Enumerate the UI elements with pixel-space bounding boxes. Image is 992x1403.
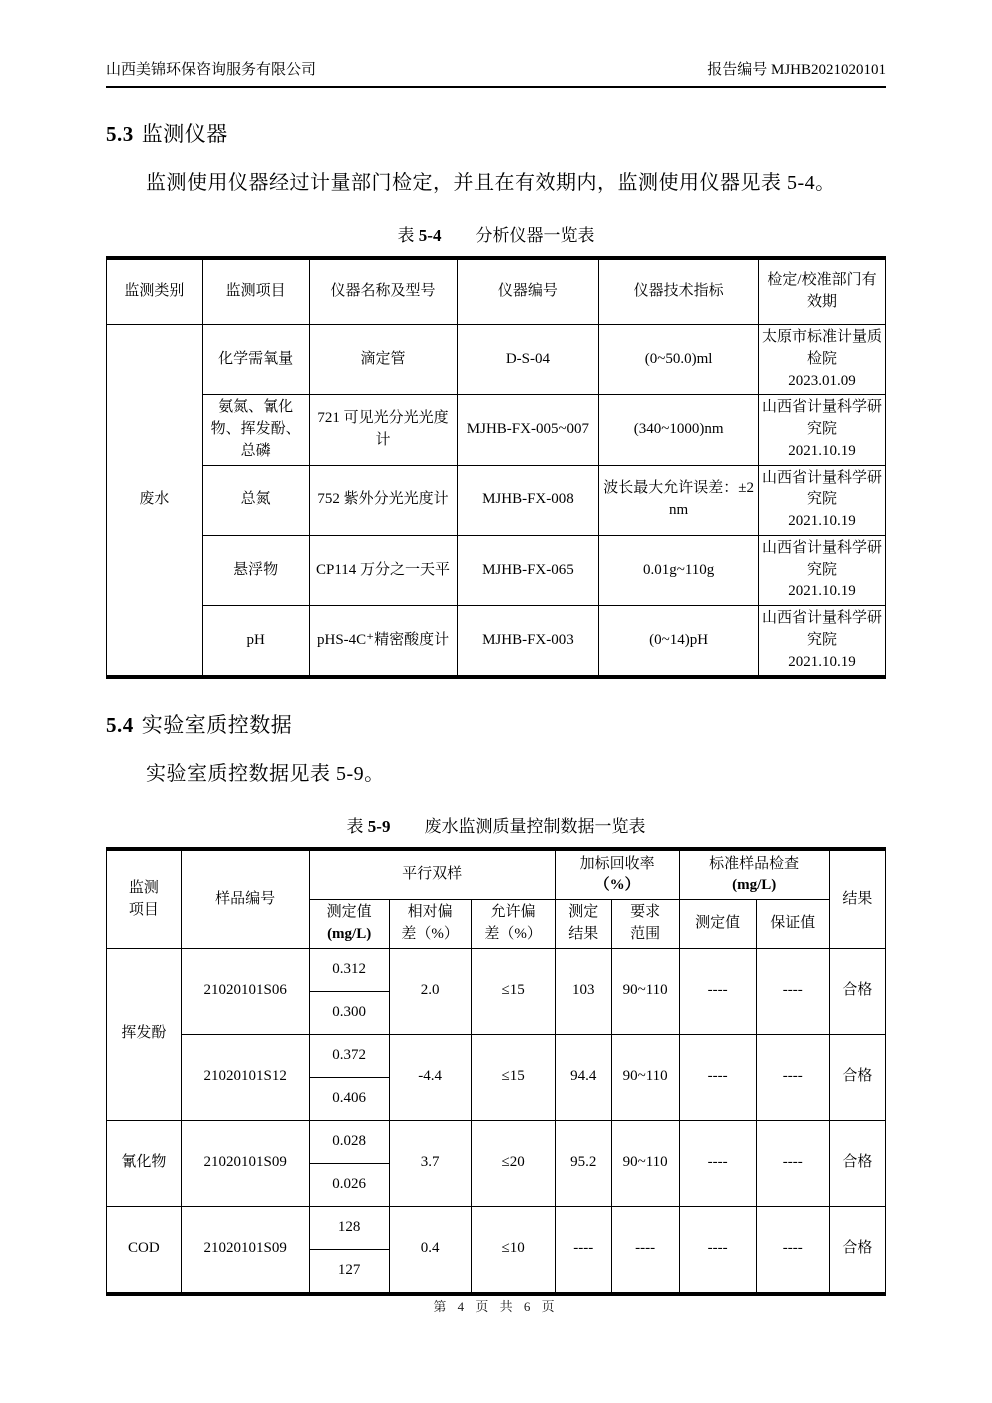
cell-item: COD (107, 1206, 182, 1294)
col-group-parallel: 平行双样 (309, 849, 555, 900)
cell-measured-value-2: 0.026 (309, 1163, 389, 1206)
cell-allowed-deviation: ≤15 (471, 948, 555, 1034)
col-header-sample-id: 样品编号 (181, 849, 309, 948)
cell-result: 合格 (829, 948, 885, 1034)
cell-instrument: 滴定管 (309, 325, 457, 395)
cell-serial: MJHB-FX-005~007 (457, 395, 599, 465)
cell-std-measured: ---- (679, 1034, 756, 1120)
table-header-row-1 (107, 849, 886, 900)
caption-prefix: 表 (346, 817, 364, 837)
valid-date: 2021.10.19 (788, 583, 856, 600)
cell-std-guarantee: ---- (756, 1034, 829, 1120)
cell-spec: 0.01g~110g (599, 535, 759, 605)
analysis-instruments-table (106, 256, 886, 679)
col-header-category: 监测类别 (107, 258, 203, 325)
cell-std-guarantee: ---- (756, 948, 829, 1034)
valid-date: 2023.01.09 (788, 372, 856, 389)
cell-serial: MJHB-FX-065 (457, 535, 599, 605)
cell-item: 总氮 (202, 465, 309, 535)
cell-item: 挥发酚 (107, 948, 182, 1120)
cell-sample-id: 21020101S12 (181, 1034, 309, 1120)
cell-spike-range: 90~110 (611, 1034, 679, 1120)
section-5-4-paragraph: 实验室质控数据见表 5-9。 (146, 763, 385, 786)
col-header-std-guarantee: 保证值 (756, 900, 829, 949)
section-title: 监测仪器 (141, 122, 228, 146)
cell-std-measured: ---- (679, 1120, 756, 1206)
section-5-3-heading (106, 118, 886, 148)
cell-spike-result: 103 (555, 948, 611, 1034)
cell-spec: (0~14)pH (599, 606, 759, 678)
cell-serial: D-S-04 (457, 325, 599, 395)
table-row (107, 465, 886, 535)
section-number: 5.3 (106, 122, 134, 146)
table-row (107, 535, 886, 605)
agency: 山西省计量科学研究院 (761, 610, 882, 648)
col-header-spike-range: 要求 范围 (611, 900, 679, 949)
col-group-standard-sample: 标准样品检查 (mg/L) (679, 849, 829, 900)
qc-data-table (106, 847, 886, 1296)
cell-measured-value-2: 127 (309, 1249, 389, 1294)
cell-item: 氨氮、氰化物、挥发酚、总磷 (202, 395, 309, 465)
col-header-calibration: 检定/校准部门有效期 (758, 258, 885, 325)
cell-item: pH (202, 606, 309, 678)
col-header-std-measured: 测定值 (679, 900, 756, 949)
valid-date: 2021.10.19 (788, 653, 856, 670)
table-row (107, 395, 886, 465)
cell-allowed-deviation: ≤15 (471, 1034, 555, 1120)
table-row (107, 1034, 886, 1077)
col-header-allowed-deviation: 允许偏 差（%） (471, 900, 555, 949)
report-number: 报告编号 MJHB2021020101 (707, 62, 886, 78)
cell-measured-value-2: 0.406 (309, 1077, 389, 1120)
col-header-measured-value: 测定值 (mg/L) (309, 900, 389, 949)
cell-category: 废水 (107, 325, 203, 678)
table-5-9-caption (106, 812, 886, 837)
agency: 山西省计量科学研究院 (761, 399, 882, 437)
agency: 太原市标准计量质检院 (761, 329, 882, 367)
col-header-item: 监测项目 (202, 258, 309, 325)
table-row (107, 606, 886, 678)
caption-title: 分析仪器一览表 (475, 226, 595, 245)
cell-serial: MJHB-FX-003 (457, 606, 599, 678)
table-row (107, 1120, 886, 1163)
table-row (107, 1206, 886, 1249)
cell-relative-deviation: 0.4 (389, 1206, 471, 1294)
cell-calibration (758, 606, 885, 678)
cell-spike-range: ---- (611, 1206, 679, 1294)
section-5-3-paragraph: 监测使用仪器经过计量部门检定，并且在有效期内，监测使用仪器见表 5-4。 (146, 172, 836, 194)
cell-serial: MJHB-FX-008 (457, 465, 599, 535)
cell-spec: (0~50.0)ml (599, 325, 759, 395)
page-number: 第 4 页 共 6 页 (433, 1299, 559, 1314)
col-header-spike-result: 测定 结果 (555, 900, 611, 949)
cell-std-guarantee: ---- (756, 1206, 829, 1294)
header-divider (106, 86, 886, 88)
cell-allowed-deviation: ≤20 (471, 1120, 555, 1206)
cell-sample-id: 21020101S09 (181, 1120, 309, 1206)
cell-std-measured: ---- (679, 948, 756, 1034)
cell-spec: (340~1000)nm (599, 395, 759, 465)
cell-instrument: 721 可见光分光光度计 (309, 395, 457, 465)
section-title: 实验室质控数据 (141, 713, 293, 738)
cell-relative-deviation: -4.4 (389, 1034, 471, 1120)
col-header-serial: 仪器编号 (457, 258, 599, 325)
cell-measured-value-1: 0.372 (309, 1034, 389, 1077)
caption-title: 废水监测质量控制数据一览表 (424, 817, 646, 837)
cell-item: 悬浮物 (202, 535, 309, 605)
cell-relative-deviation: 2.0 (389, 948, 471, 1034)
cell-sample-id: 21020101S06 (181, 948, 309, 1034)
table-row (107, 325, 886, 395)
cell-calibration (758, 535, 885, 605)
col-header-spec: 仪器技术指标 (599, 258, 759, 325)
cell-result: 合格 (829, 1206, 885, 1294)
cell-measured-value-2: 0.300 (309, 991, 389, 1034)
agency: 山西省计量科学研究院 (761, 539, 882, 578)
cell-result: 合格 (829, 1120, 885, 1206)
cell-std-guarantee: ---- (756, 1120, 829, 1206)
col-group-spike-recovery: 加标回收率 （%） (555, 849, 679, 900)
cell-instrument: pHS-4C⁺精密酸度计 (309, 606, 457, 678)
table-header-row (107, 258, 886, 325)
cell-spike-range: 90~110 (611, 948, 679, 1034)
valid-date: 2021.10.19 (788, 513, 856, 529)
cell-calibration (758, 325, 885, 395)
cell-instrument: 752 紫外分光光度计 (309, 465, 457, 535)
col-header-item: 监测 项目 (107, 849, 182, 948)
caption-number: 5-4 (418, 226, 442, 245)
col-header-instrument: 仪器名称及型号 (309, 258, 457, 325)
cell-spike-result: ---- (555, 1206, 611, 1294)
cell-measured-value-1: 0.028 (309, 1120, 389, 1163)
section-5-4-heading (106, 709, 886, 739)
cell-spec: 波长最大允许误差：±2nm (599, 465, 759, 535)
cell-std-measured: ---- (679, 1206, 756, 1294)
cell-item: 氰化物 (107, 1120, 182, 1206)
cell-measured-value-1: 128 (309, 1206, 389, 1249)
cell-calibration (758, 465, 885, 535)
cell-spike-result: 95.2 (555, 1120, 611, 1206)
caption-number: 5-9 (367, 817, 391, 837)
cell-relative-deviation: 3.7 (389, 1120, 471, 1206)
col-header-result: 结果 (829, 849, 885, 948)
cell-instrument: CP114 万分之一天平 (309, 535, 457, 605)
cell-result: 合格 (829, 1034, 885, 1120)
cell-allowed-deviation: ≤10 (471, 1206, 555, 1294)
caption-prefix: 表 (397, 226, 415, 245)
cell-sample-id: 21020101S09 (181, 1206, 309, 1294)
agency: 山西省计量科学研究院 (761, 469, 882, 508)
company-name: 山西美锦环保咨询服务有限公司 (106, 62, 317, 78)
cell-spike-range: 90~110 (611, 1120, 679, 1206)
cell-item: 化学需氧量 (202, 325, 309, 395)
table-row (107, 948, 886, 991)
cell-spike-result: 94.4 (555, 1034, 611, 1120)
section-number: 5.4 (106, 713, 134, 738)
cell-measured-value-1: 0.312 (309, 948, 389, 991)
valid-date: 2021.10.19 (788, 442, 856, 459)
col-header-relative-deviation: 相对偏 差（%） (389, 900, 471, 949)
table-5-4-caption (106, 221, 886, 246)
cell-calibration (758, 395, 885, 465)
page-header (106, 58, 886, 79)
